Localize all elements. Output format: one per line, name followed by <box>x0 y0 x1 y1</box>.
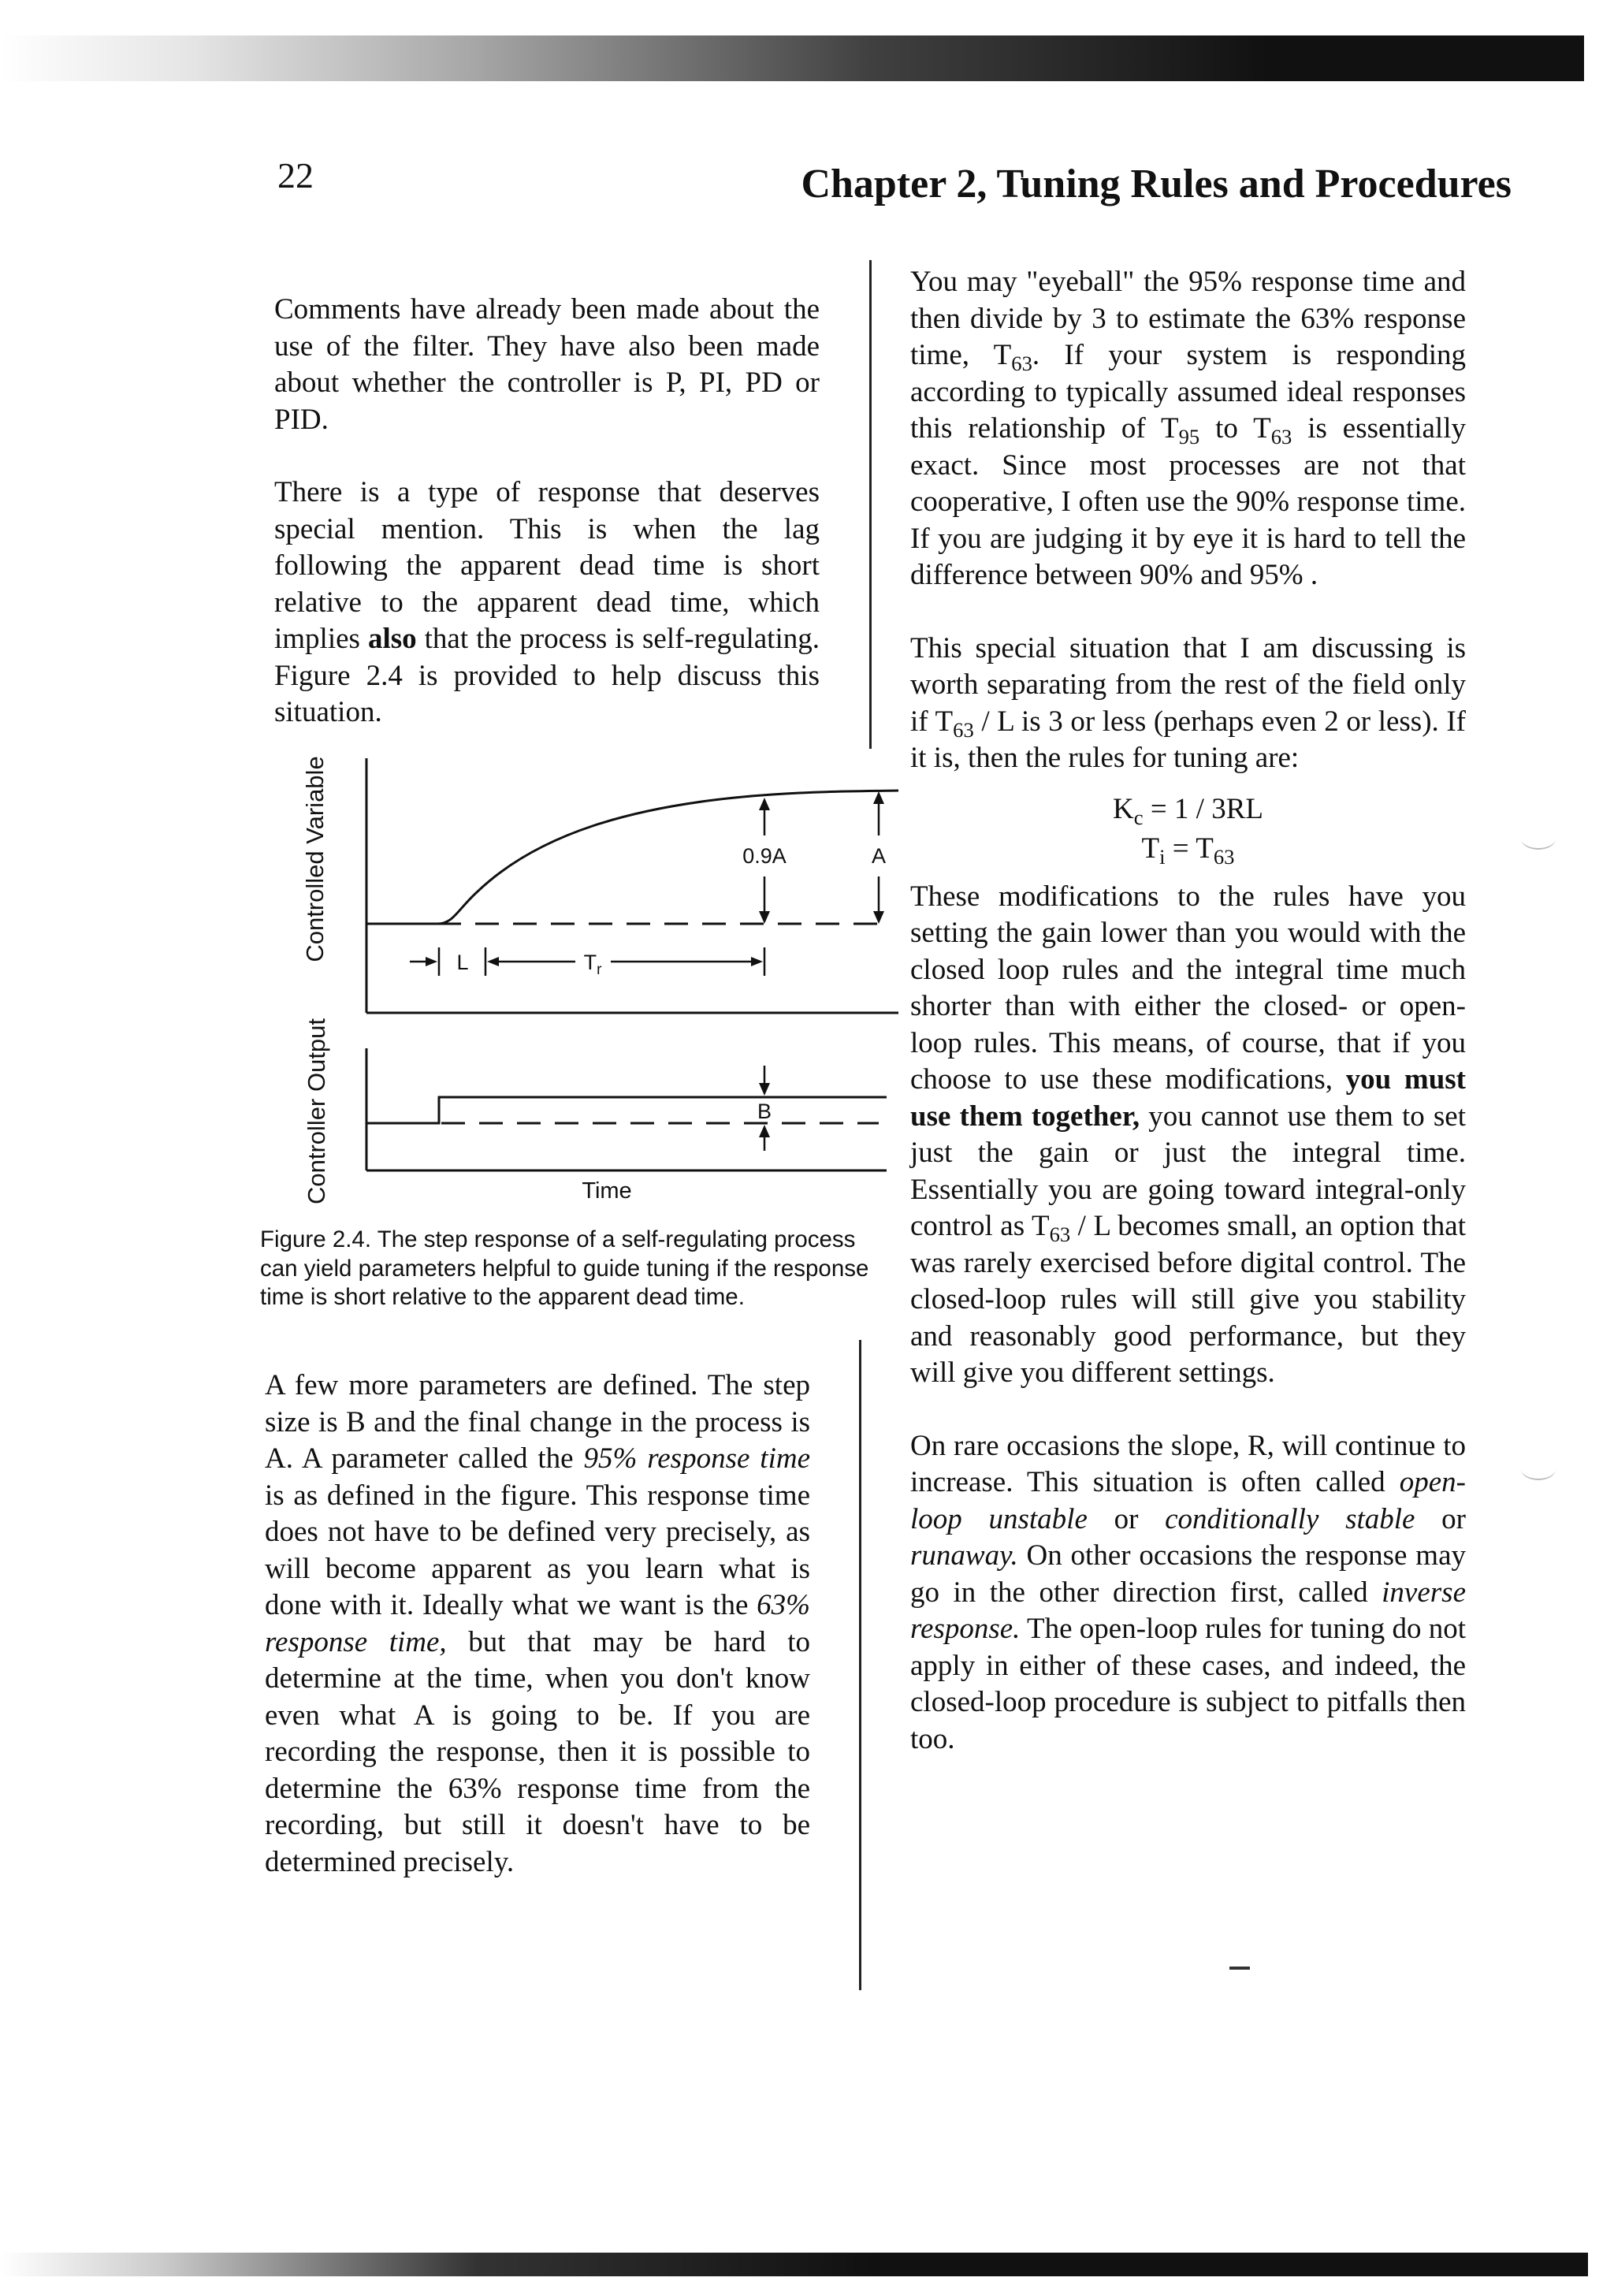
label-l: L <box>456 951 469 974</box>
equation-kc: $K_c = 1 / 3RL$ <box>1113 792 1263 829</box>
figure-step-response-diagram <box>299 741 898 1214</box>
caption-text: The step response of a self-regulating process can yield parameters helpful to guide tuning if the response time is short relative to the apparent dead time. <box>260 1226 869 1310</box>
arrowhead-09a-up <box>759 798 770 810</box>
scan-edge-bottom <box>0 2253 1588 2276</box>
paragraph-modifications: These modifications to the rules have you setting the gain lower than you would with the closed loop rules and the integral time much shorter than with either the closed- or open-loop rules. This means, of course, that if you choose to use these modifications, you must use them together, you cannot use them to set just the gain or just the integral time. Essentially you are going toward integral-only control as $T_{63}$ / L becomes small, an option that was rarely exercised before digital control. The closed-loop rules will still give you stability and reasonably good performance, but they will give you different settings. <box>910 880 1467 1389</box>
left-column-bottom <box>265 1368 810 1881</box>
paragraph-special-situation: This special situation that I am discussing is worth separating from the rest of the field only if $T_{63}$ / L is 3 or less (perhaps even 2 or less). If it is, then the rules for tuning are: <box>910 631 1466 774</box>
figure-step-response <box>299 741 898 1214</box>
right-column <box>910 264 1466 1758</box>
arrowhead-tr-right <box>751 957 763 966</box>
label-tr: $T_r$ <box>583 951 602 978</box>
arrowhead-09a-down <box>759 911 770 924</box>
response-curve <box>366 791 898 924</box>
label-b: B <box>757 1100 772 1123</box>
paragraph-special-response: There is a type of response that deserves special mention. This is when the lag following the apparent dead time is short relative to the apparent dead time, which implies also that the process is self-regulating. Figure 2.4 is provided to help discuss this situation. <box>274 476 820 728</box>
paragraph-parameters: A few more parameters are defined. The step size is B and the final change in the process is A. A parameter called the 95% response time is as defined in the figure. This response time does not have to be defined very precisely, as will become apparent as you learn what is done with it. Ideally what we want is the 63% response time, but that may be hard to determine at the time, when you don't know even what A is going to be. If you are recording the response, then it is possible to determine the 63% response time from the recording, but still it doesn't have to be determined precisely. <box>265 1369 810 1878</box>
paragraph-filter-comments: Comments have already been made about the use of the filter. They have also been made about whether the controller is P, PI, PD or PID. <box>274 293 820 436</box>
label-09a: 0.9A <box>742 844 787 868</box>
column-divider-top <box>869 260 872 749</box>
controller-output-label <box>303 1018 330 1204</box>
scan-edge-top <box>0 35 1584 81</box>
x-axis-label-time: Time <box>582 1178 632 1204</box>
margin-punch-mark-upper <box>1521 828 1556 850</box>
column-divider-bottom <box>859 1340 861 1990</box>
controller-output-step <box>366 1097 887 1123</box>
equation-ti: $T_i = T_{63}$ <box>1141 832 1235 869</box>
label-a: A <box>871 844 887 868</box>
arrowhead-l-right <box>426 957 437 966</box>
arrowhead-a-up <box>873 791 884 804</box>
controlled-variable-label <box>301 756 329 962</box>
paragraph-eyeball: You may "eyeball" the 95% response time and then divide by 3 to estimate the 63% response time, $T_{63}$. If your system is responding according to typically assumed ideal responses this relationship of $T_{95}$ to $T_{63}$ is essentially exact. Since most processes are not that cooperative, I often use the 90% response time. If you are judging it by eye it is hard to tell the difference between 90% and 95% . <box>910 266 1466 591</box>
svg-text:Controlled Variable: Controlled Variable <box>301 756 329 962</box>
figure-caption <box>260 1226 898 1312</box>
left-column-top <box>274 292 820 731</box>
chapter-title: Chapter 2, Tuning Rules and Procedures <box>801 162 1512 207</box>
page-number: 22 <box>277 155 314 195</box>
caption-label: Figure 2.4. <box>260 1226 372 1252</box>
svg-text:Controller Output: Controller Output <box>303 1018 330 1205</box>
stray-mark <box>1229 1967 1250 1970</box>
arrowhead-a-down <box>873 911 884 924</box>
paragraph-rare-occasions: On rare occasions the slope, R, will continue to increase. This situation is often called open-loop unstable or conditionally stable or runaway. On other occasions the response may go in the other direction first, called inverse response. The open-loop rules for tuning do not apply in either of these cases, and indeed, the closed-loop procedure is subject to pitfalls then too. <box>910 1429 1466 1755</box>
margin-punch-mark-lower <box>1521 1458 1556 1480</box>
arrowhead-b-down <box>759 1083 770 1096</box>
